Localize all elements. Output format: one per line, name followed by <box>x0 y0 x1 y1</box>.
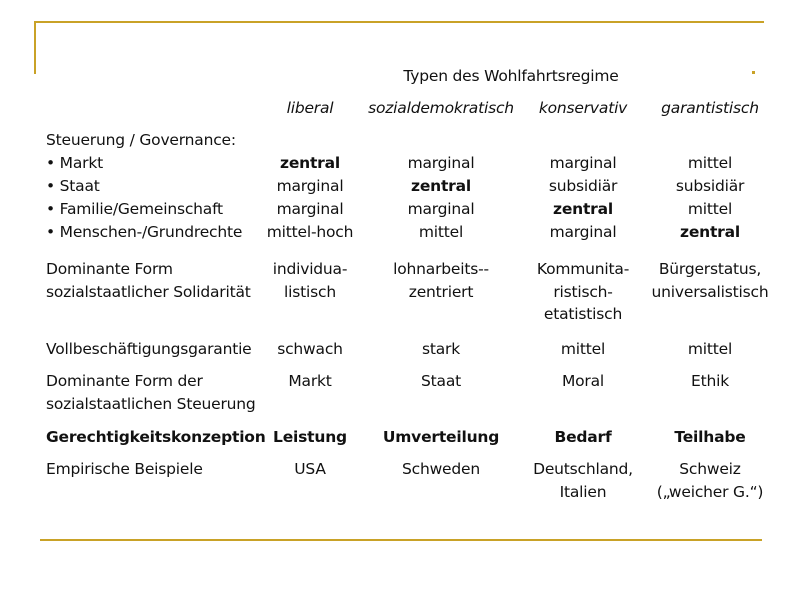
row-label-familie: • Familie/Gemeinschaft <box>46 200 223 218</box>
cell-staat-sozialdemokratisch: zentral <box>411 177 471 195</box>
col-header-konservativ: konservativ <box>538 99 628 117</box>
cell-markt-garantistisch: mittel <box>687 154 733 172</box>
cell-menschenrechte-garantistisch: zentral <box>680 223 740 241</box>
row-label-gerechtigkeit: Gerechtigkeitskonzeption <box>46 428 266 446</box>
cell-menschenrechte-liberal: mittel-hoch <box>266 223 354 241</box>
cell-steuerungsform-garantistisch: Ethik <box>691 372 729 390</box>
cell-markt-konservativ: marginal <box>549 154 617 172</box>
cell-familie-garantistisch: mittel <box>687 200 733 218</box>
row-label-staat: • Staat <box>46 177 100 195</box>
col-header-garantistisch: garantistisch <box>661 99 759 117</box>
cell-steuerungsform-konservativ: Moral <box>561 372 605 390</box>
cell-vollbeschaeftigung-konservativ: mittel <box>560 340 606 358</box>
cell-menschenrechte-konservativ: marginal <box>549 223 617 241</box>
col-header-sozialdemokratisch: sozialdemokratisch <box>368 99 514 117</box>
cell-staat-liberal: marginal <box>276 177 344 195</box>
row-label-steuerungsform-line2: sozialstaatlichen Steuerung <box>46 395 256 413</box>
col-header-liberal: liberal <box>286 99 334 117</box>
cell-markt-liberal: zentral <box>280 154 340 172</box>
cell-familie-liberal: marginal <box>276 200 344 218</box>
cell-beispiele-konservativ-line2: Italien <box>559 483 607 501</box>
cell-beispiele-liberal: USA <box>294 460 326 478</box>
table-title: Typen des Wohlfahrtsregime <box>403 67 619 85</box>
cell-beispiele-sozialdemokratisch: Schweden <box>402 460 480 478</box>
cell-solidaritaet-garantistisch-line1: Bürgerstatus, <box>658 260 762 278</box>
cell-solidaritaet-liberal-line1: individua- <box>272 260 348 278</box>
cell-familie-sozialdemokratisch: marginal <box>407 200 475 218</box>
row-label-vollbeschaeftigung: Vollbeschäftigungsgarantie <box>46 340 252 358</box>
cell-gerechtigkeit-sozialdemokratisch: Umverteilung <box>382 428 500 446</box>
cell-gerechtigkeit-liberal: Leistung <box>273 428 347 446</box>
cell-solidaritaet-garantistisch-line2: universalistisch <box>651 283 769 301</box>
row-label-solidaritaet-line1: Dominante Form <box>46 260 173 278</box>
cell-beispiele-konservativ-line1: Deutschland, <box>533 460 633 478</box>
row-label-beispiele: Empirische Beispiele <box>46 460 203 478</box>
cell-gerechtigkeit-garantistisch: Teilhabe <box>674 428 746 446</box>
cell-beispiele-garantistisch-line1: Schweiz <box>679 460 741 478</box>
cell-vollbeschaeftigung-liberal: schwach <box>277 340 343 358</box>
cell-solidaritaet-sozialdemokratisch-line2: zentriert <box>408 283 474 301</box>
cell-beispiele-garantistisch-line2: („weicher G.“) <box>656 483 764 501</box>
cell-staat-garantistisch: subsidiär <box>675 177 745 195</box>
cell-steuerungsform-sozialdemokratisch: Staat <box>421 372 461 390</box>
row-label-steuerungsform-line1: Dominante Form der <box>46 372 203 390</box>
cell-solidaritaet-liberal-line2: listisch <box>284 283 336 301</box>
cell-vollbeschaeftigung-garantistisch: mittel <box>687 340 733 358</box>
cell-solidaritaet-konservativ-line2: ristisch- <box>553 283 613 301</box>
cell-familie-konservativ: zentral <box>553 200 613 218</box>
cell-solidaritaet-konservativ-line1: Kommunita- <box>536 260 630 278</box>
cell-menschenrechte-sozialdemokratisch: mittel <box>418 223 464 241</box>
cell-markt-sozialdemokratisch: marginal <box>407 154 475 172</box>
cell-staat-konservativ: subsidiär <box>548 177 618 195</box>
row-label-solidaritaet-line2: sozialstaatlicher Solidarität <box>46 283 251 301</box>
row-label-steuerung-header: Steuerung / Governance: <box>46 131 236 149</box>
row-label-menschenrechte: • Menschen-/Grundrechte <box>46 223 243 241</box>
cell-gerechtigkeit-konservativ: Bedarf <box>554 428 612 446</box>
cell-solidaritaet-sozialdemokratisch-line1: lohnarbeits-- <box>393 260 489 278</box>
row-label-markt: • Markt <box>46 154 103 172</box>
cell-solidaritaet-konservativ-line3: etatistisch <box>543 305 623 323</box>
cell-vollbeschaeftigung-sozialdemokratisch: stark <box>422 340 460 358</box>
cell-steuerungsform-liberal: Markt <box>288 372 332 390</box>
